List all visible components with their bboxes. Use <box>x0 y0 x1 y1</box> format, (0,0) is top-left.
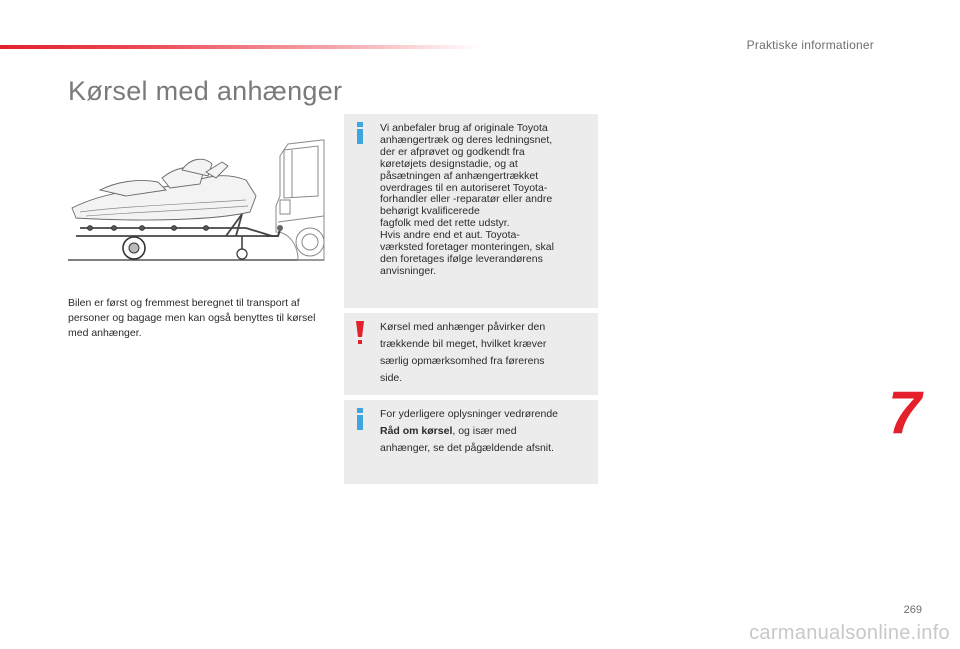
info-box-recommendation <box>344 114 598 308</box>
jetski-trailer-illustration <box>66 136 326 266</box>
chapter-number: 7 <box>888 379 922 446</box>
driving-advice-link: Råd om kørsel <box>380 425 453 437</box>
info-icon <box>356 408 364 430</box>
page-title: Kørsel med anhænger <box>68 76 343 106</box>
warning-text: Kørsel med anhænger påvirker den trækkende bil meget, hvilket kræver særlig opmærksomhed fra førerens side. <box>380 321 547 384</box>
driving-advice-text: For yderligere oplysninger vedrørende Råd om kørsel, og især med anhænger, se det pågældende afsnit. <box>380 408 559 454</box>
info-box-driving-advice <box>344 400 598 484</box>
watermark: carmanualsonline.info <box>749 622 950 644</box>
page-number: 269 <box>903 604 922 616</box>
warning-icon <box>356 321 364 345</box>
info-icon <box>356 122 364 144</box>
top-accent-bar <box>0 45 480 49</box>
recommendation-text: Vi anbefaler brug af originale Toyota anhængertræk og deres ledningsnet, der er afprøvet og godkendt fra køretøjets designstadie, og at påsætningen af anhængertrækket overdrages til en autoriseret Toyota- forhandler eller -reparatør eller andre behørigt kvalificerede fagfolk med det rette udstyr. Hvis andre end et aut. Toyota- værksted foretager monteringen, skal den foretages ifølge leverandørens anvisninger. <box>380 122 554 277</box>
warning-box <box>344 313 598 395</box>
section-header: Praktiske informationer <box>746 38 874 52</box>
intro-paragraph: Bilen er først og fremmest beregnet til transport af personer og bagage men kan også benyttes til kørsel med anhænger. <box>68 297 316 339</box>
